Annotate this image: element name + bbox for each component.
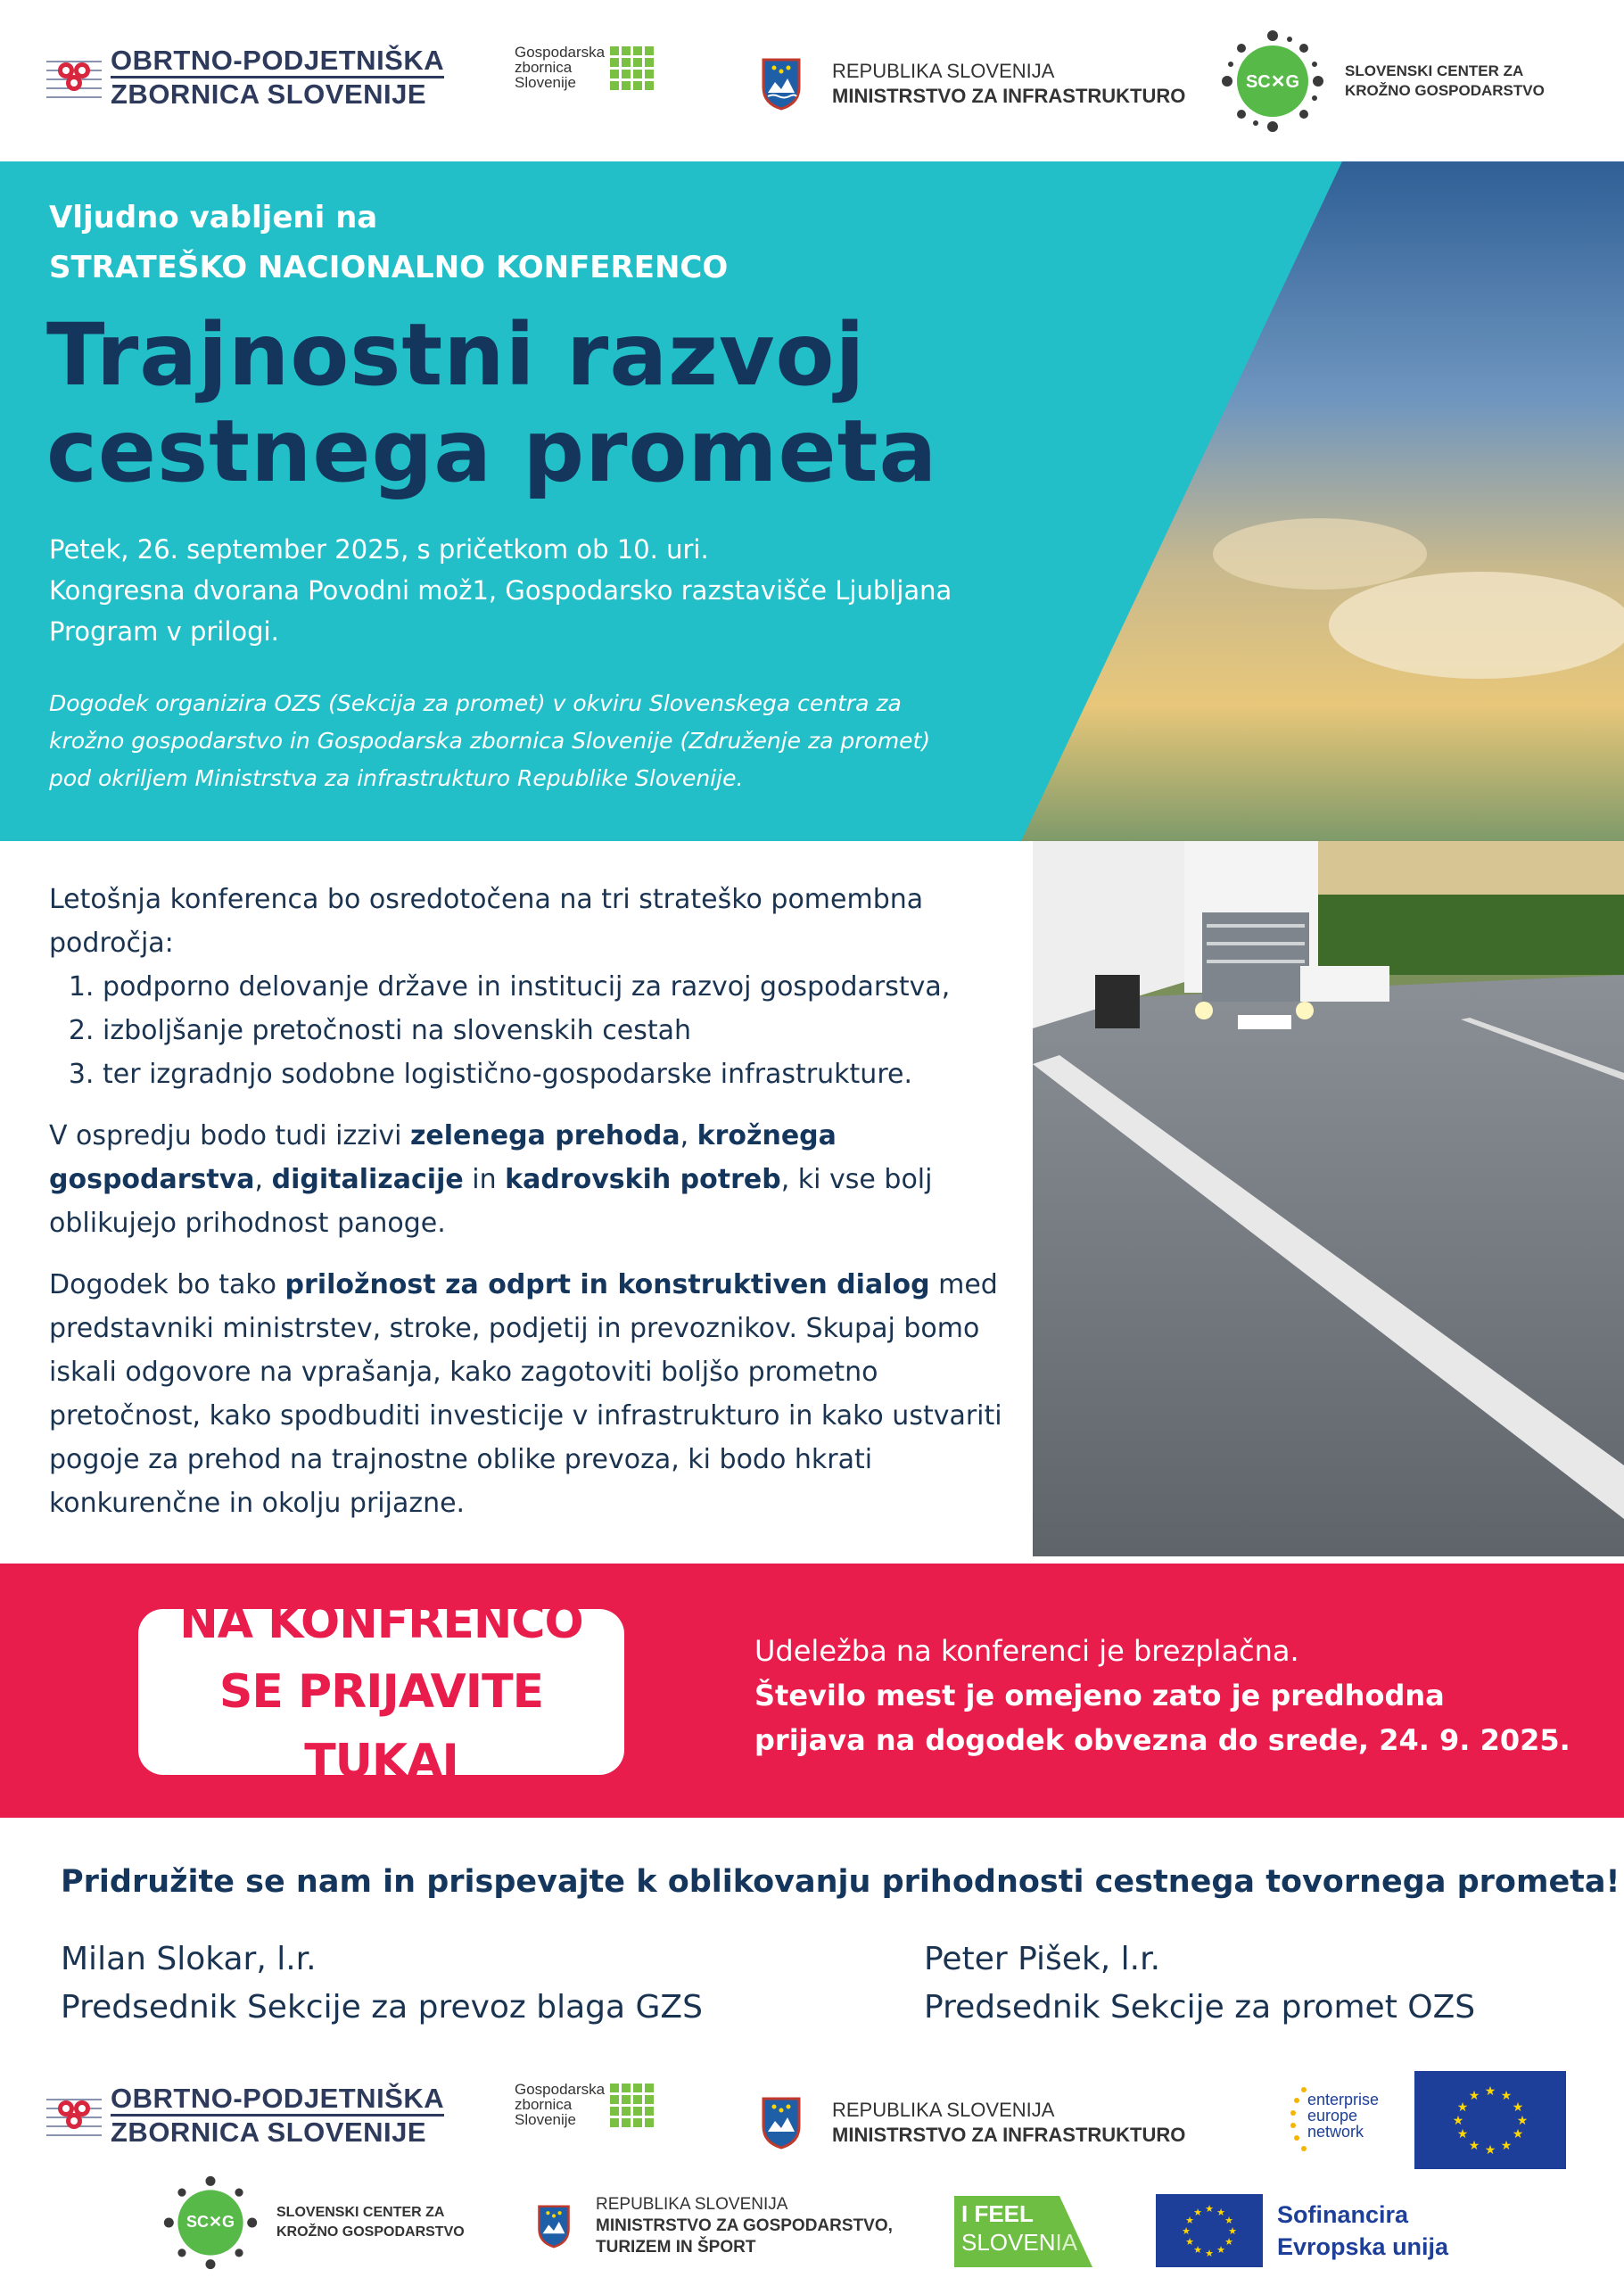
ifeel-line1: I FEEL [961,2200,1034,2227]
sckg-mark: SC✕G [185,2213,235,2231]
gzs-line1: Gospodarska [515,2081,606,2098]
sckg-line1: SLOVENSKI CENTER ZA [1345,62,1524,79]
focus-intro: Letošnja konferenca bo osredotočena na tri strateško pomembna področja: [49,884,924,959]
gzs-grid-icon [610,46,654,90]
organizer-line2: krožno gospodarstvo in Gospodarska zbornica Slovenije (Združenje za promet) [49,728,931,754]
organizer-line3: pod okriljem Ministrstva za infrastrukturo Republike Slovenije. [49,765,744,791]
gzs-line1: Gospodarska [515,44,606,61]
signatory-role: Predsednik Sekcije za prevoz blaga GZS [61,1989,703,2026]
svg-text:★: ★ [1228,2225,1237,2237]
svg-text:★: ★ [1185,2215,1194,2226]
svg-text:★: ★ [1205,2248,1214,2259]
i-feel-slovenia-logo [954,2196,1092,2267]
gzs-grid-icon [610,2084,654,2127]
svg-text:★: ★ [1512,2127,1524,2141]
svg-text:★: ★ [1182,2225,1191,2237]
mgts-line2: MINISTRSTVO ZA GOSPODARSTVO, [596,2216,893,2235]
truck-photo [1033,841,1624,1556]
mzi-logo [761,57,1185,111]
mzi-line2: MINISTRSTVO ZA INFRASTRUKTURO [832,2124,1186,2146]
challenges-paragraph: V ospredju bodo tudi izzivi zelenega prehoda, krožnega gospodarstva, digitalizacije in kadrovskih potreb, ki vse bolj oblikujejo prihodnost panoge. [49,1120,933,1239]
svg-text:★: ★ [1456,2100,1469,2115]
gzs-logo [515,45,654,90]
gzs-line3: Slovenije [515,74,576,91]
svg-text:★: ★ [1468,2089,1480,2103]
focus-areas-list [49,965,1003,1096]
eu-line2: Evropska unija [1277,2233,1449,2260]
svg-text:★: ★ [1484,2143,1496,2158]
ozs-emblem-icon [46,53,102,103]
staffing-highlight: kadrovskih potreb [505,1164,781,1195]
footer-sckg-logo [162,2174,465,2271]
ozs-emblem-icon [46,2091,102,2141]
mgts-line1: REPUBLIKA SLOVENIJA [596,2195,788,2214]
sckg-logo [1220,29,1545,134]
invite-line1: Vljudno vabljeni na [49,200,378,235]
circular-economy-highlight: krožnega gospodarstva [49,1120,837,1195]
register-button-line1: NA KONFRENCO [179,1596,583,1649]
svg-text:★: ★ [1224,2215,1233,2226]
digitalization-highlight: digitalizacije [271,1164,464,1195]
eu-line1: Sofinancira [1277,2201,1409,2228]
een-line3: network [1307,2123,1364,2141]
slovenia-coat-of-arms-icon [537,2204,571,2249]
invite-line2: STRATEŠKO NACIONALNO KONFERENCO [49,250,729,285]
event-program: Program v prilogi. [49,616,279,647]
svg-text:★: ★ [1216,2207,1225,2218]
ifeel-sloven: SLOVEN [961,2229,1056,2256]
ozs-name-line2: ZBORNICA SLOVENIJE [111,2117,427,2148]
een-logo [1284,2074,1382,2172]
limited-seats-line1: Število mest je omejeno zato je predhodna [754,1679,1445,1712]
een-line1: enterprise [1307,2091,1380,2108]
conference-title-line2: cestnega prometa [46,401,938,501]
signatory-name: Peter Pišek, l.r. [924,1941,1161,1977]
gzs-line3: Slovenije [515,2111,576,2128]
sckg-emblem-icon [1220,29,1325,134]
focus-area-item: 2. izboljšanje pretočnosti na slovenskih cestah [103,1009,1003,1052]
mzi-line1: REPUBLIKA SLOVENIJA [832,60,1055,82]
ozs-logo [46,46,444,108]
slovenia-coat-of-arms-icon [761,2096,802,2150]
svg-text:★: ★ [1205,2203,1214,2215]
svg-text:★: ★ [1193,2244,1202,2256]
svg-text:★: ★ [1456,2127,1469,2141]
focus-area-item: 3. ter izgradnjo sodobne logistično-gospodarske infrastrukture. [103,1052,1003,1096]
green-transition-highlight: zelenega prehoda [409,1120,680,1151]
conference-description [49,878,1003,1525]
register-button[interactable] [138,1596,624,1788]
ozs-name-line1: OBRTNO-PODJETNIŠKA [111,2084,444,2117]
gzs-line2: zbornica [515,59,573,76]
limited-seats-line2: prijava na dogodek obvezna do srede, 24. 9. 2025. [754,1723,1570,1757]
mzi-line2: MINISTRSTVO ZA INFRASTRUKTURO [832,85,1186,107]
free-attendance-note: Udeležba na konferenci je brezplačna. [754,1634,1299,1668]
focus-area-item: 1. podporno delovanje države in institucij za razvoj gospodarstva, [103,965,1003,1009]
event-date: Petek, 26. september 2025, s pričetkom ob 10. uri. [49,534,709,565]
footer-ozs-logo [46,2084,444,2146]
eu-flag-icon [1414,2071,1566,2169]
gzs-line2: zbornica [515,2096,573,2113]
svg-text:★: ★ [1512,2100,1524,2115]
footer-mzi-logo [761,2096,1185,2150]
svg-text:★: ★ [1452,2114,1464,2128]
sckg-line1: SLOVENSKI CENTER ZA [276,2205,445,2220]
mgts-logo [537,2194,893,2258]
svg-text:★: ★ [1224,2236,1233,2248]
eu-cofunded-logo [1156,2194,1448,2267]
dialog-paragraph: Dogodek bo tako priložnost za odprt in konstruktiven dialog med predstavniki ministrstev, stroke, podjetij in prevoznikov. Skupaj bomo iskali odgovore na vprašanja, kako zagotoviti boljšo prometno pretočnost, kako spodbuditi investicije v infrastrukturo in kako ustvariti pogoje za prehod na trajnostne oblike prevoza, ki bodo hkrati konkurenčne in okolju prijazne. [49,1269,1002,1519]
mgts-line3: TURIZEM IN ŠPORT [596,2238,756,2257]
ozs-name-line2: ZBORNICA SLOVENIJE [111,78,427,110]
ifeel-ia: IA [1055,2229,1078,2256]
footer-gzs-logo [515,2082,654,2127]
sckg-line2: KROŽNO GOSPODARSTVO [276,2224,465,2240]
signatory-role: Predsednik Sekcije za promet OZS [924,1989,1476,2026]
conference-title-line1: Trajnostni razvoj [46,305,866,405]
event-venue: Kongresna dvorana Povodni mož1, Gospodarsko razstavišče Ljubljana [49,575,952,606]
sckg-line2: KROŽNO GOSPODARSTVO [1345,82,1545,99]
eu-flag-icon [1156,2194,1263,2267]
register-button-line2: SE PRIJAVITE TUKAJ [218,1665,544,1788]
svg-text:★: ★ [1193,2207,1202,2218]
svg-text:★: ★ [1484,2084,1496,2099]
svg-text:★: ★ [1500,2139,1513,2153]
sckg-mark: SC✕G [1245,72,1300,92]
ozs-name-line1: OBRTNO-PODJETNIŠKA [111,46,444,78]
svg-text:★: ★ [1185,2236,1194,2248]
slovenia-coat-of-arms-icon [761,57,802,111]
svg-text:★: ★ [1216,2244,1225,2256]
signatory-name: Milan Slokar, l.r. [61,1941,317,1977]
dialog-highlight: priložnost za odprt in konstruktiven dialog [284,1269,930,1300]
svg-text:★: ★ [1516,2114,1529,2128]
sckg-emblem-icon [162,2174,259,2271]
svg-text:★: ★ [1468,2139,1480,2153]
svg-text:★: ★ [1500,2089,1513,2103]
een-line2: europe [1307,2107,1358,2125]
organizer-line1: Dogodek organizira OZS (Sekcija za promet) v okviru Slovenskega centra za [49,690,902,716]
mzi-line1: REPUBLIKA SLOVENIJA [832,2099,1055,2121]
closing-call: Pridružite se nam in prispevajte k oblikovanju prihodnosti cestnega tovornega prometa! [61,1864,1620,1900]
